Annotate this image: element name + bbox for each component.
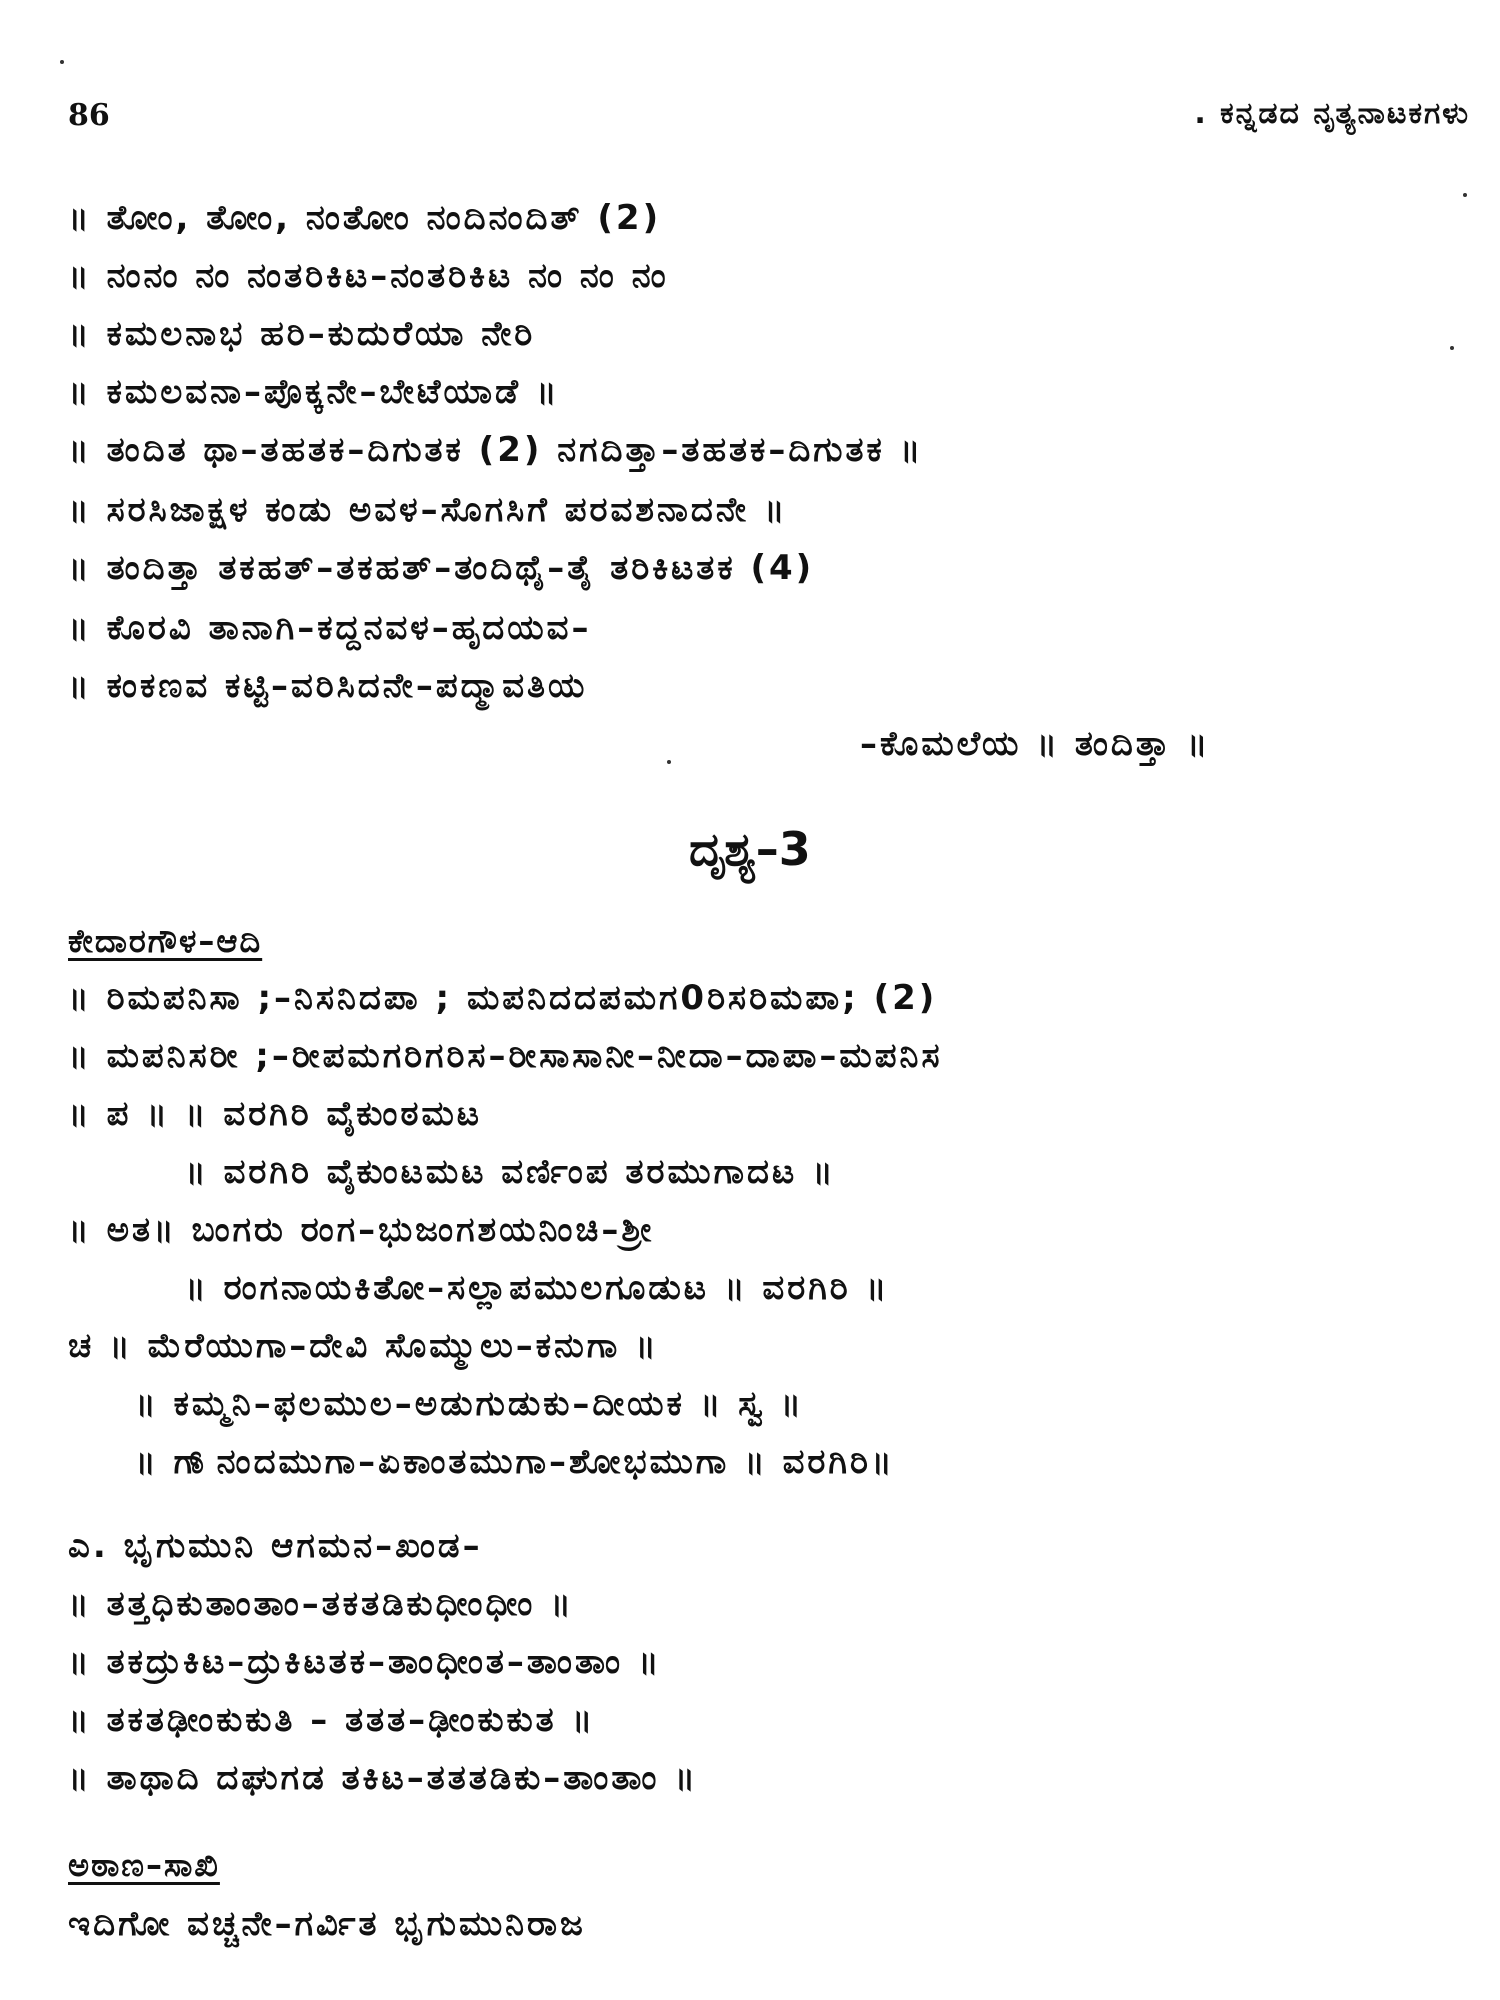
verse-line: –ಕೊಮಲೆಯ ॥ ತಂದಿತ್ತಾ ॥ (860, 724, 1211, 764)
verse-line: ॥ ತಂದಿತ ಥಾ–ತಹತಕ–ದಿಗುತಕ (2) ನಗದಿತ್ತಾ–ತಹತಕ–ದಿಗುತಕ ॥ (68, 430, 924, 470)
verse-line: ॥ ತೋಂ, ತೋಂ, ನಂತೋಂ ನಂದಿನಂದಿತ್ (2) (68, 198, 662, 238)
jathi-line: ॥ ತಕದ್ರುಕಿಟ–ದ್ರುಕಿಟತಕ–ತಾಂಧೀಂತ–ತಾಂತಾಂ ॥ (68, 1642, 662, 1682)
section-heading: ಅಠಾಣ–ಸಾಖಿ (68, 1846, 220, 1884)
lyric-line: ॥ ರಂಗನಾಯಕಿತೋ–ಸಲ್ಲಾಪಮುಲಗೂಡುಟ ॥ ವರಗಿರಿ ॥ (185, 1268, 890, 1308)
verse-line: ॥ ಕಂಕಣವ ಕಟ್ಟಿ–ವರಿಸಿದನೇ–ಪದ್ಮಾವತಿಯ (68, 666, 588, 706)
scan-speck (1450, 346, 1454, 350)
lyric-line: ॥ ಪ ॥ ॥ ವರಗಿರಿ ವೈಕುಂಠಮಟ (68, 1094, 482, 1134)
lyric-line: ॥ ವರಗಿರಿ ವೈಕುಂಟಮಟ ವರ್ಣಿಂಪ ತರಮುಗಾದಟ ॥ (185, 1152, 836, 1192)
swara-line: ॥ ರಿಮಪನಿಸಾ ;–ನಿಸನಿದಪಾ ; ಮಪನಿದದಪಮಗ0ರಿಸರಿಮಪಾ; (2) (68, 978, 938, 1018)
verse-line: ॥ ಕೊರವಿ ತಾನಾಗಿ–ಕದ್ದನವಳ–ಹೃದಯವ– (68, 608, 592, 648)
lyric-line: ॥ ಅತ॥ ಬಂಗರು ರಂಗ–ಭುಜಂಗಶಯನಿಂಚಿ–ಶ್ರೀ (68, 1210, 655, 1250)
verse-line: ॥ ನಂನಂ ನಂ ನಂತರಿಕಿಟ–ನಂತರಿಕಿಟ ನಂ ನಂ ನಂ (68, 256, 669, 296)
scan-speck (60, 60, 64, 64)
running-head: . ಕನ್ನಡದ ನೃತ್ಯನಾಟಕಗಳು (1194, 96, 1470, 131)
swara-line: ॥ ಮಪನಿಸರೀ ;–ರೀಪಮಗರಿಗರಿಸ–ರೀಸಾಸಾನೀ–ನೀದಾ–ದಾಪಾ–ಮಪನಿಸ (68, 1036, 943, 1076)
jathi-line: ॥ ತತ್ತಧಿಕುತಾಂತಾಂ–ತಕತಡಿಕುಧೀಂಧೀಂ ॥ (68, 1584, 574, 1624)
jathi-line: ॥ ತಕತಢೀಂಕುಕುತಿ – ತತತ–ಢೀಂಕುಕುತ ॥ (68, 1700, 596, 1740)
lyric-line: ॥ ಗಾ್ನಂದಮುಗಾ–ಏಕಾಂತಮುಗಾ–ಶೋಭಮುಗಾ ॥ ವರಗಿರಿ॥ (135, 1442, 895, 1482)
verse-line: ॥ ಸರಸಿಜಾಕ್ಷಳ ಕಂಡು ಅವಳ–ಸೊಗಸಿಗೆ ಪರವಶನಾದನೇ ॥ (68, 490, 788, 530)
section-intro: ಎ. ಭೃಗುಮುನಿ ಆಗಮನ–ಖಂಡ– (68, 1526, 483, 1566)
lyric-line: ॥ ಕಮ್ಮನಿ–ಫಲಮುಲ–ಅಡುಗುಡುಕು–ದೀಯಕ ॥ ಸ್ವ ॥ (135, 1384, 805, 1424)
scan-speck (1463, 193, 1467, 197)
lyric-line: ಇದಿಗೋ ವಚ್ಚನೇ–ಗರ್ವಿತ ಭೃಗುಮುನಿರಾಜ (68, 1904, 586, 1944)
section-heading: ಕೇದಾರಗೌಳ–ಆದಿ (68, 922, 263, 960)
verse-line: ॥ ಕಮಲವನಾ–ಪೊಕ್ಕನೇ–ಬೇಟೆಯಾಡೆ ॥ (68, 372, 560, 412)
scan-speck (667, 760, 671, 764)
jathi-line: ॥ ತಾಥಾದಿ ದಘುಗಡ ತಕಿಟ–ತತತಡಿಕು–ತಾಂತಾಂ ॥ (68, 1758, 699, 1798)
page-number: 86 (68, 98, 110, 133)
verse-line: ॥ ತಂದಿತ್ತಾ ತಕಹತ್–ತಕಹತ್–ತಂದಿಥೈ–ತೈ ತರಿಕಿಟತಕ (4) (68, 548, 815, 588)
scene-title: ದೃಶ್ಯ–3 (689, 822, 811, 876)
lyric-line: ಚ ॥ ಮೆರೆಯುಗಾ–ದೇವಿ ಸೊಮ್ಮುಲು–ಕನುಗಾ ॥ (68, 1326, 659, 1366)
verse-line: ॥ ಕಮಲನಾಭ ಹರಿ–ಕುದುರೆಯಾ ನೇರಿ (68, 314, 536, 354)
